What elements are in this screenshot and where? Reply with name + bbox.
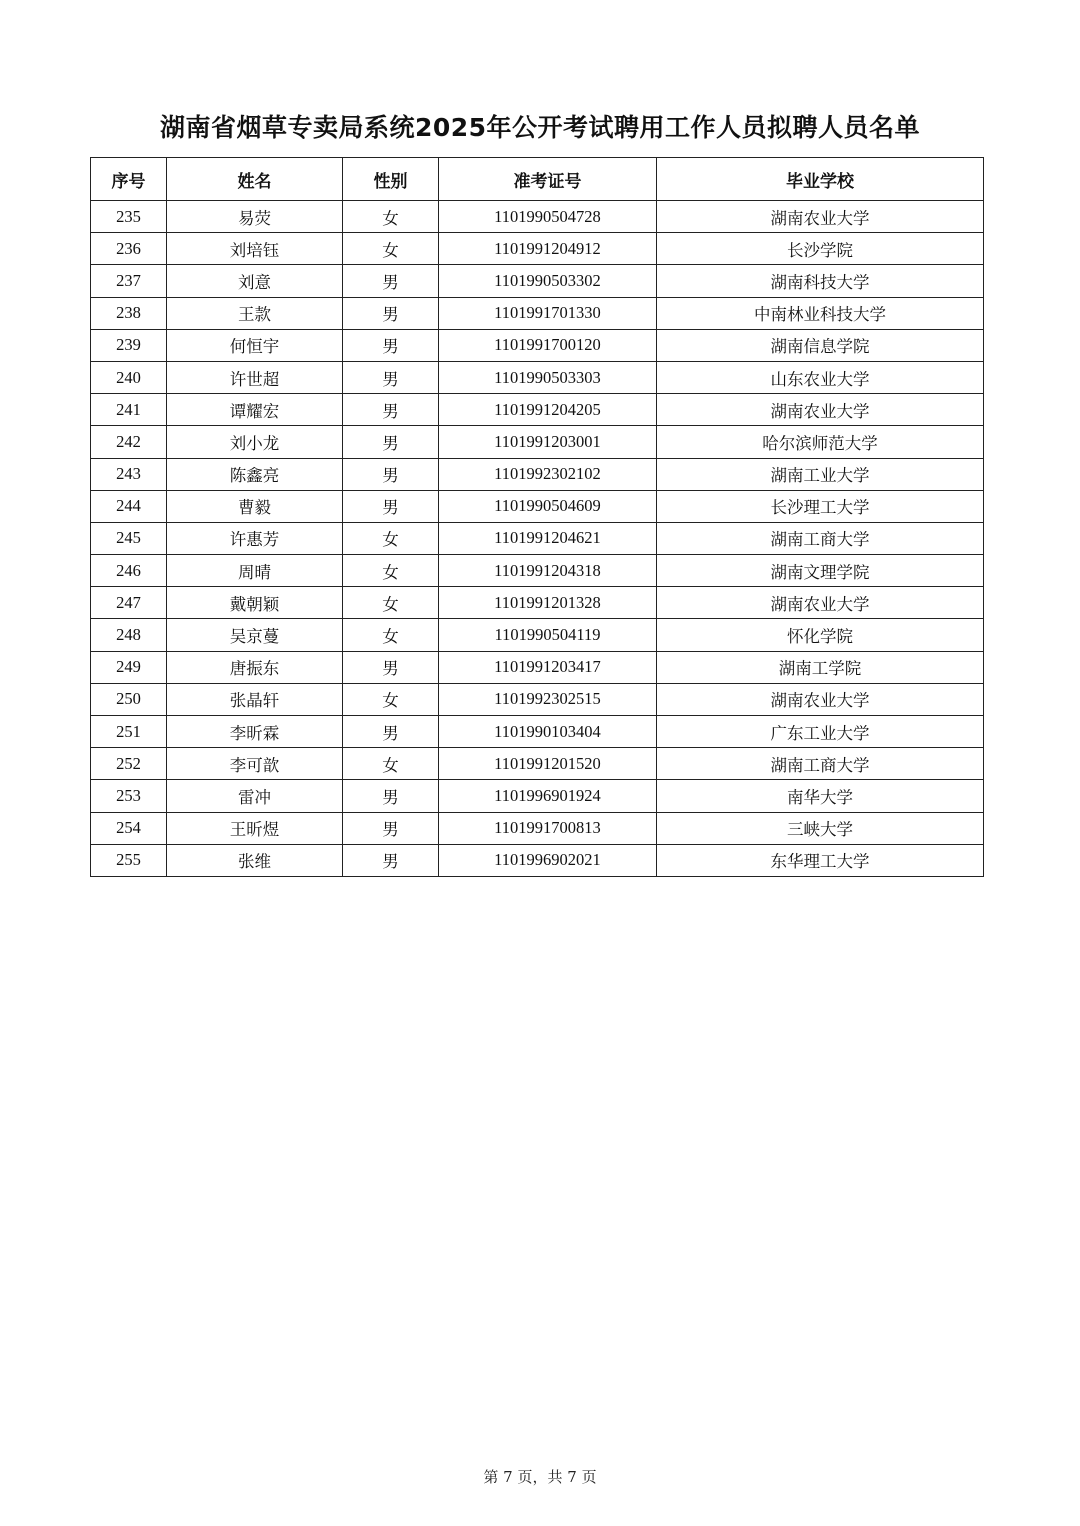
cell-gender: 女 [343,619,439,651]
cell-seq: 240 [91,361,167,393]
cell-exam-id: 1101990503302 [439,265,657,297]
cell-seq: 247 [91,587,167,619]
cell-school: 长沙学院 [657,233,984,265]
cell-gender: 男 [343,458,439,490]
cell-gender: 男 [343,716,439,748]
header-gender: 性别 [343,158,439,201]
cell-name: 易荧 [167,201,343,233]
table-row [91,426,984,458]
cell-name: 刘培钰 [167,233,343,265]
cell-seq: 239 [91,329,167,361]
table-row [91,651,984,683]
cell-school: 南华大学 [657,780,984,812]
cell-exam-id: 1101990503303 [439,361,657,393]
cell-name: 周晴 [167,555,343,587]
cell-exam-id: 1101996902021 [439,844,657,876]
cell-seq: 252 [91,748,167,780]
cell-name: 王款 [167,297,343,329]
cell-gender: 男 [343,361,439,393]
cell-name: 许世超 [167,361,343,393]
cell-exam-id: 1101991700120 [439,329,657,361]
cell-exam-id: 1101992302515 [439,683,657,715]
cell-seq: 243 [91,458,167,490]
cell-name: 雷冲 [167,780,343,812]
cell-name: 陈鑫亮 [167,458,343,490]
cell-gender: 女 [343,233,439,265]
table-row [91,297,984,329]
table-row [91,329,984,361]
header-school: 毕业学校 [657,158,984,201]
cell-name: 何恒宇 [167,329,343,361]
cell-seq: 237 [91,265,167,297]
cell-exam-id: 1101991203001 [439,426,657,458]
cell-school: 广东工业大学 [657,716,984,748]
cell-name: 刘小龙 [167,426,343,458]
cell-gender: 男 [343,394,439,426]
cell-name: 王昕煜 [167,812,343,844]
cell-gender: 男 [343,426,439,458]
cell-gender: 女 [343,555,439,587]
cell-gender: 男 [343,780,439,812]
cell-gender: 女 [343,201,439,233]
table-row [91,748,984,780]
cell-school: 湖南农业大学 [657,683,984,715]
cell-name: 许惠芳 [167,522,343,554]
table-row [91,812,984,844]
cell-gender: 男 [343,812,439,844]
cell-school: 湖南农业大学 [657,394,984,426]
cell-exam-id: 1101991701330 [439,297,657,329]
table-row [91,490,984,522]
cell-exam-id: 1101991204205 [439,394,657,426]
cell-gender: 男 [343,490,439,522]
cell-name: 张维 [167,844,343,876]
cell-school: 三峡大学 [657,812,984,844]
cell-gender: 男 [343,297,439,329]
cell-school: 湖南农业大学 [657,587,984,619]
cell-gender: 男 [343,329,439,361]
cell-school: 湖南工业大学 [657,458,984,490]
cell-name: 谭耀宏 [167,394,343,426]
page-footer: 第 7 页，共 7 页 [483,1468,597,1486]
cell-school: 湖南农业大学 [657,201,984,233]
cell-gender: 男 [343,265,439,297]
table-header-row [91,158,984,201]
cell-exam-id: 1101991204318 [439,555,657,587]
cell-exam-id: 1101991201328 [439,587,657,619]
cell-seq: 246 [91,555,167,587]
cell-school: 湖南工商大学 [657,522,984,554]
table-row [91,844,984,876]
table-row [91,619,984,651]
cell-school: 东华理工大学 [657,844,984,876]
cell-gender: 女 [343,587,439,619]
cell-seq: 251 [91,716,167,748]
table-row [91,458,984,490]
cell-seq: 236 [91,233,167,265]
table-row [91,683,984,715]
table-row [91,522,984,554]
table-row [91,716,984,748]
cell-school: 湖南信息学院 [657,329,984,361]
header-name: 姓名 [167,158,343,201]
cell-name: 张晶轩 [167,683,343,715]
table-row [91,233,984,265]
cell-seq: 255 [91,844,167,876]
cell-name: 李可歆 [167,748,343,780]
cell-seq: 249 [91,651,167,683]
cell-name: 吴京蔓 [167,619,343,651]
cell-exam-id: 1101991201520 [439,748,657,780]
cell-seq: 250 [91,683,167,715]
cell-name: 唐振东 [167,651,343,683]
cell-name: 刘意 [167,265,343,297]
cell-school: 山东农业大学 [657,361,984,393]
table-row [91,201,984,233]
cell-gender: 男 [343,651,439,683]
cell-school: 长沙理工大学 [657,490,984,522]
cell-seq: 235 [91,201,167,233]
cell-gender: 女 [343,683,439,715]
cell-school: 中南林业科技大学 [657,297,984,329]
cell-school: 哈尔滨师范大学 [657,426,984,458]
cell-seq: 254 [91,812,167,844]
cell-gender: 男 [343,844,439,876]
cell-school: 湖南科技大学 [657,265,984,297]
cell-name: 曹毅 [167,490,343,522]
roster-table [90,157,984,877]
cell-exam-id: 1101991203417 [439,651,657,683]
table-row [91,394,984,426]
table-row [91,555,984,587]
cell-seq: 245 [91,522,167,554]
cell-seq: 248 [91,619,167,651]
cell-exam-id: 1101990504609 [439,490,657,522]
cell-exam-id: 1101990103404 [439,716,657,748]
cell-name: 李昕霖 [167,716,343,748]
page-title: 湖南省烟草专卖局系统2025年公开考试聘用工作人员拟聘人员名单 [159,113,921,142]
cell-school: 湖南工学院 [657,651,984,683]
cell-seq: 244 [91,490,167,522]
cell-gender: 女 [343,522,439,554]
cell-school: 怀化学院 [657,619,984,651]
table-row [91,780,984,812]
table-row [91,361,984,393]
cell-exam-id: 1101991700813 [439,812,657,844]
table-body [91,201,984,877]
cell-seq: 253 [91,780,167,812]
cell-school: 湖南工商大学 [657,748,984,780]
header-seq: 序号 [91,158,167,201]
cell-exam-id: 1101991204621 [439,522,657,554]
table-row [91,265,984,297]
cell-exam-id: 1101991204912 [439,233,657,265]
cell-seq: 241 [91,394,167,426]
cell-school: 湖南文理学院 [657,555,984,587]
cell-name: 戴朝颖 [167,587,343,619]
table-row [91,587,984,619]
cell-exam-id: 1101996901924 [439,780,657,812]
cell-exam-id: 1101990504119 [439,619,657,651]
cell-exam-id: 1101992302102 [439,458,657,490]
cell-seq: 238 [91,297,167,329]
cell-seq: 242 [91,426,167,458]
cell-gender: 女 [343,748,439,780]
header-exam-id: 准考证号 [439,158,657,201]
cell-exam-id: 1101990504728 [439,201,657,233]
